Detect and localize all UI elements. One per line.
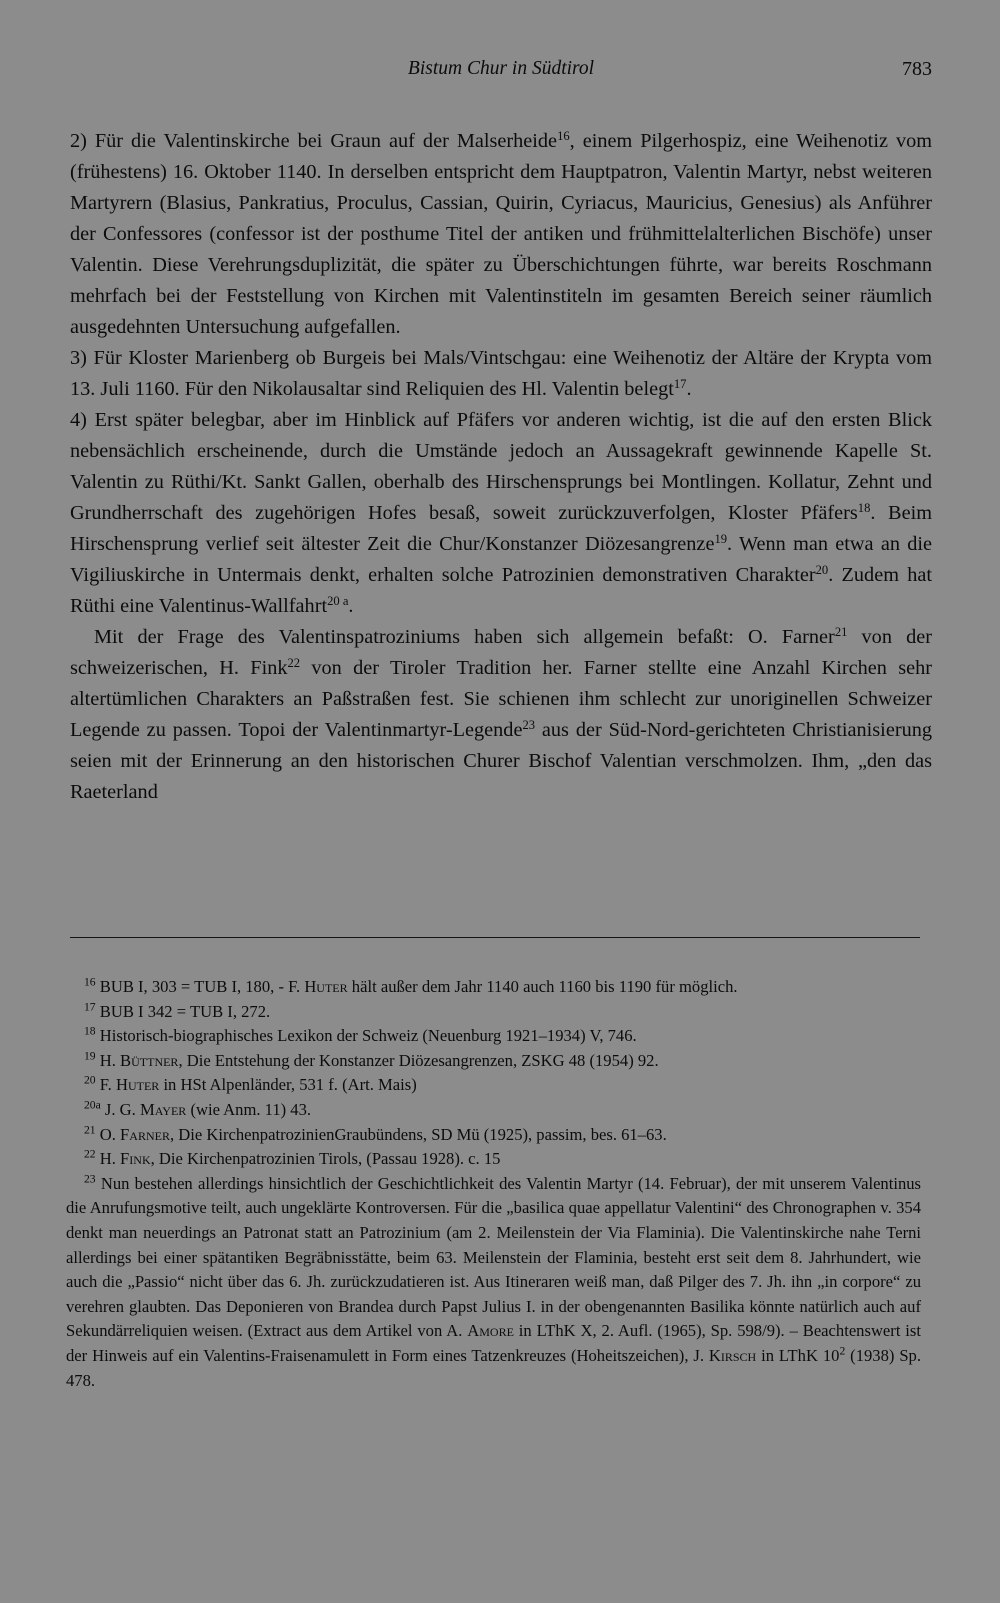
footnote-ref-23[interactable]: 23 [522, 718, 536, 733]
footnote-separator [70, 937, 920, 938]
footnote-ref-20a[interactable]: 20 a [327, 594, 349, 609]
paragraph-marienberg: 3) Für Kloster Marienberg ob Burgeis bei Mals/Vintschgau: eine Weihenotiz der Altäre der Krypta vom 13. Juli 1160. Für den Nikolausaltar sind Reliquien des Hl. Valentin belegt$^{17}$. [70, 347, 932, 400]
footnote-ref-16[interactable]: 16 [557, 129, 570, 144]
footnote-23: $^{23}$ Nun bestehen allerdings hinsichtlich der Geschichtlichkeit des Valentin Martyr (14. Februar), der mit unserem Valentinus die Anrufungsmotive teilt, auch ungeklärte Kontroversen. Für die „basilica quae appellatur Valentini“ des Chronographen v. 354 denkt man neuerdings an Patronat statt an Patrozinium (am 2. Meilenstein der Via Flaminia). Die Valentinskirche nahe Terni allerdings bei einer spätantiken Begräbnisstätte, beim 63. Meilenstein der Flaminia, besteht erst seit dem 8. Jahrhundert, wie auch die „Passio“ nicht über das 6. Jh. zurückzudatieren ist. Aus Itineraren weiß man, daß Pilger des 7. Jh. ihn „in corpore“ zu verehren glaubten. Das Deponieren von Brandea durch Papst Julius I. in der obengenannten Basilika könnte natürlich auch auf Sekundärreliquien weisen. (Extract aus dem Artikel von A. Amore in LThK X, 2. Aufl. (1965), Sp. 598/9). – Beachtenswert ist der Hinweis auf ein Valentins-Fraisenamulett in Form eines Tatzenkreuzes (Hoheitszeichen), J. Kirsch in LThK $10^2$ (1938) Sp. 478. [66, 1172, 921, 1390]
footnote-19: $^{19}$ H. Büttner, Die Entstehung der Konstanzer Diözesangrenzen, ZSKG 48 (1954) 92. [84, 1049, 659, 1070]
running-title: Bistum Chur in Südtirol [407, 58, 595, 79]
page-header [70, 58, 932, 92]
paragraph-ruethi: 4) Erst später belegbar, aber im Hinblick auf Pfäfers vor anderen wichtig, ist die auf den ersten Blick nebensächlich erscheinende, durch die Umstände jedoch an Aussagekraft gewinnende Kapelle St. Valentin zu Rüthi/Kt. Sankt Gallen, oberhalb des Hirschensprungs bei Montlingen. Kollatur, Zehnt und Grundherrschaft des zugehörigen Hofes besaß, soweit zurückzuverfolgen, Kloster Pfäfers$^{18}$. Beim Hirschensprung verlief seit ältester Zeit die Chur/Konstanzer Diözesangrenze$^{19}$. Wenn man etwa an die Vigiliuskirche in Untermais denkt, erhalten solche Patrozinien demonstrativen Charakter$^{20}$. Zudem hat Rüthi eine Valentinus-Wallfahrt$^{20 a}$. [70, 409, 933, 617]
footnote-ref-17[interactable]: 17 [673, 377, 687, 392]
footnote-20: $^{20}$ F. Huter in HSt Alpenländer, 531 f. (Art. Mais) [84, 1073, 417, 1095]
footnote-16: $^{16}$ BUB I, 303 = TUB I, 180, - F. Huter hält außer dem Jahr 1140 auch 1160 bis 1190 für möglich. [84, 975, 738, 996]
footnote-ref-21[interactable]: 21 [834, 625, 848, 640]
page-number: 783 [902, 58, 932, 80]
footnote-18: $^{18}$ Historisch-biographisches Lexikon der Schweiz (Neuenburg 1921–1934) V, 746. [84, 1024, 637, 1046]
footnote-22: $^{22}$ H. Fink, Die Kirchenpatrozinien Tirols, (Passau 1928). c. 15 [84, 1147, 501, 1169]
paragraph-valentinspatrozinium: Mit der Frage des Valentinspatroziniums haben sich allgemein befaßt: O. Farner$^{21}$ von der schweizerischen, H. Fink$^{22}$ von der Tiroler Tradition her. Farner stellte eine Anzahl Kirchen sehr altertümlichen Charakters an Paßstraßen fest. Sie schienen ihm schlecht zur unoriginellen Schweizer Legende zu passen. Topoi der Valentinmartyr-Legende$^{23}$ aus der Süd-Nord-gerichteten Christianisierung seien mit der Erinnerung an den historischen Churer Bischof Valentian verschmolzen. Ihm, „den das Raeterland [70, 625, 933, 803]
footnotes [66, 975, 921, 1393]
footnote-ref-20[interactable]: 20 [815, 563, 829, 578]
footnote-ref-19[interactable]: 19 [714, 532, 728, 547]
footnote-ref-22[interactable]: 22 [287, 656, 301, 671]
footnote-ref-18[interactable]: 18 [857, 501, 871, 516]
footnote-17: $^{17}$ BUB I 342 = TUB I, 272. [84, 1000, 271, 1021]
footnote-21: $^{21}$ O. Farner, Die KirchenpatrozinienGraubündens, SD Mü (1925), passim, bes. 61–63. [84, 1123, 667, 1144]
footnote-20a: $^{20a}$ J. G. Mayer (wie Anm. 11) 43. [84, 1098, 312, 1119]
paragraph-graun: 2) Für die Valentinskirche bei Graun auf der Malserheide$^{16}$, einem Pilgerhospiz, eine Weihenotiz vom (frühestens) 16. Oktober 1140. In derselben entspricht dem Hauptpatron, Valentin Martyr, nebst weiteren Martyrern (Blasius, Pankratius, Proculus, Cassian, Quirin, Cyriacus, Mauricius, Genesius) als Anführer der Confessores (confessor ist der posthume Titel der antiken und frühmittelalterlichen Bischöfe) unser Valentin. Diese Verehrungsduplizität, die später zu Überschichtungen führte, war bereits Roschmann mehrfach bei der Feststellung von Kirchen mit Valentinstiteln im gesamten Bereich seiner räumlich ausgedehnten Untersuchung aufgefallen. [70, 129, 933, 338]
main-text [70, 126, 932, 808]
